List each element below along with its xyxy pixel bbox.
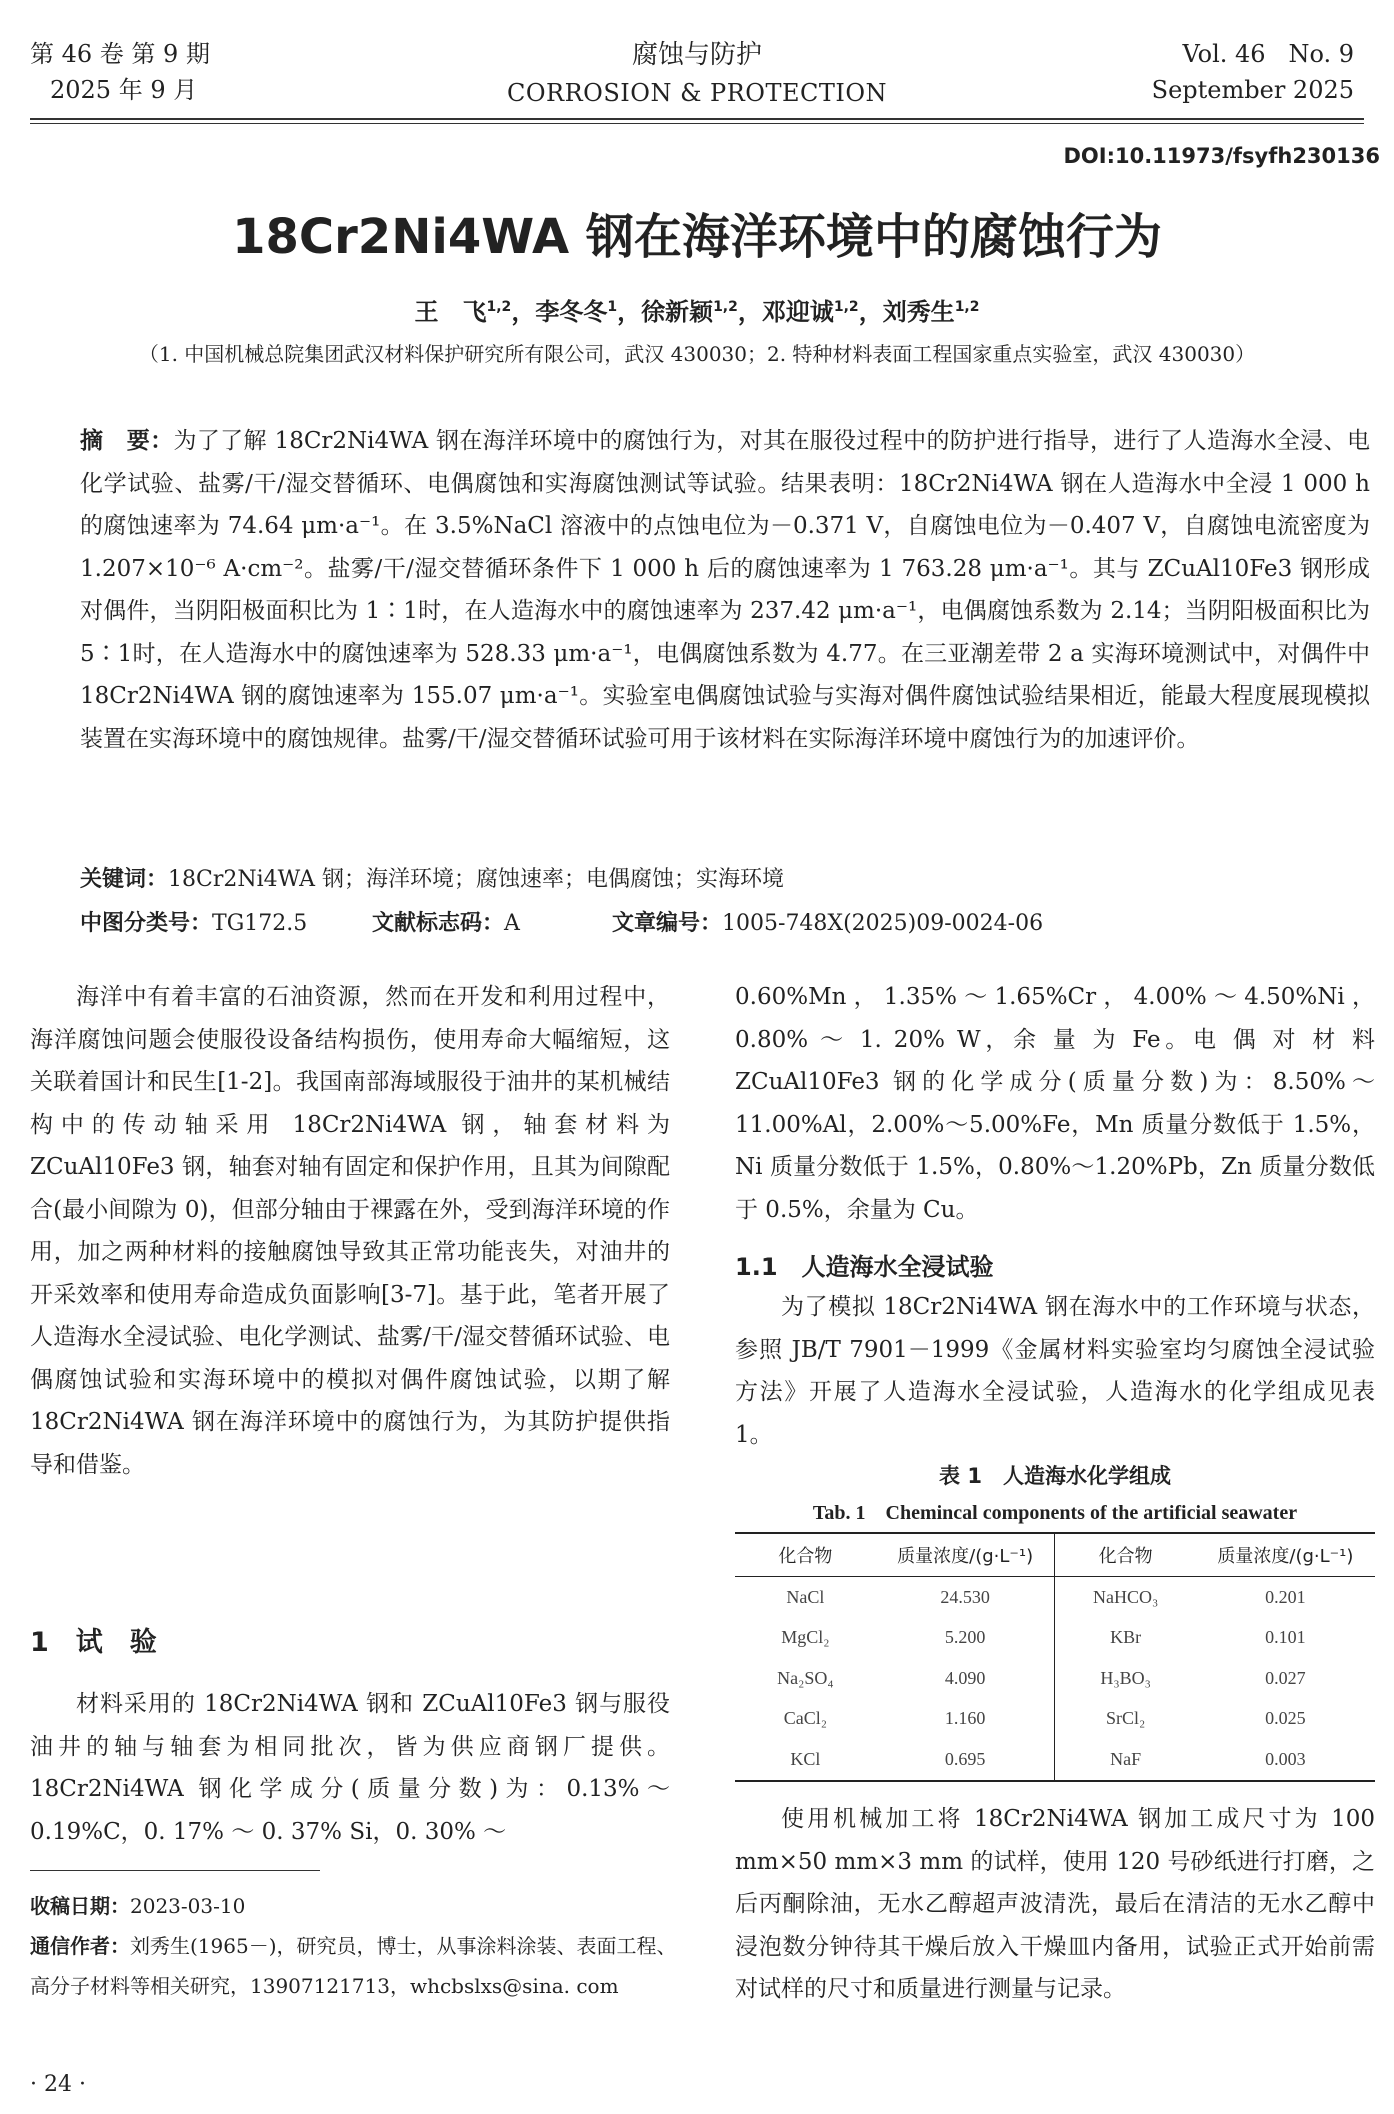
date-en: September 2025	[1151, 76, 1354, 104]
doc-code-value: A	[504, 911, 520, 936]
table-cell: 0.025	[1265, 1708, 1306, 1729]
table1-caption-cn: 表 1 人造海水化学组成	[939, 1464, 1171, 1488]
author-separator: ，	[858, 298, 883, 326]
header-concentration: 质量浓度/(g·L⁻¹)	[876, 1533, 1055, 1577]
table-header-row	[735, 1533, 1375, 1577]
received-date	[30, 1886, 680, 1926]
author-name: 王 飞	[414, 298, 487, 326]
clc-item	[80, 906, 307, 937]
abstract-text: 为了了解 18Cr2Ni4WA 钢在海洋环境中的腐蚀行为，对其在服役过程中的防护进行指导，进行了人造海水全浸、电化学试验、盐雾/干/湿交替循环、电偶腐蚀和实海腐蚀测试等试验。结果表明：18Cr2Ni4WA 钢在人造海水中全浸 1 000 h 的腐蚀速率为 74.64 μm·a⁻¹。在 3.5%NaCl 溶液中的点蚀电位为－0.371 V，自腐蚀电位为－0.407 V，自腐蚀电流密度为 1.207×10⁻⁶ A·cm⁻²。盐雾/干/湿交替循环条件下 1 000 h 后的腐蚀速率为 1 763.28 μm·a⁻¹。其与 ZCuAl10Fe3 钢形成对偶件，当阴阳极面积比为 1∶1时，在人造海水中的腐蚀速率为 237.42 μm·a⁻¹，电偶腐蚀系数为 2.14；当阴阳极面积比为 5∶1时，在人造海水中的腐蚀速率为 528.33 μm·a⁻¹，电偶腐蚀系数为 4.77。在三亚潮差带 2 a 实海环境测试中，对偶件中 18Cr2Ni4WA 钢的腐蚀速率为 155.07 μm·a⁻¹。实验室电偶腐蚀试验与实海对偶件腐蚀试验结果相近，能最大程度展现模拟装置在实海环境中的腐蚀规律。盐雾/干/湿交替循环试验可用于该材料在实际海洋环境中腐蚀行为的加速评价。	[80, 428, 1371, 752]
table-row	[735, 1618, 1375, 1659]
page-number: · 24 ·	[30, 2072, 86, 2097]
subsection-heading-1-1: 1.1 人造海水全浸试验	[735, 1253, 994, 1281]
author-affil-sup: 1,2	[954, 299, 980, 315]
journal-name-cn: 腐蚀与防护	[631, 40, 762, 70]
corresponding-author	[30, 1926, 680, 2006]
header-rule	[30, 118, 1364, 120]
table-cell: 0.003	[1196, 1739, 1375, 1781]
table-cell: MgCl₂	[781, 1627, 830, 1648]
article-no-item	[612, 906, 1043, 937]
journal-volume-issue-en	[1152, 36, 1354, 108]
author-list	[0, 292, 1394, 327]
keywords-text: 18Cr2Ni4WA 钢；海洋环境；腐蚀速率；电偶腐蚀；实海环境	[168, 867, 785, 892]
article-no-label: 文章编号：	[612, 911, 723, 936]
table-cell: SrCl₂	[1105, 1708, 1146, 1729]
table-row	[735, 1699, 1375, 1740]
abstract-label: 摘 要：	[80, 428, 174, 454]
author-name: 邓迎诚	[761, 298, 834, 326]
doi[interactable]: DOI:10.11973/fsyfh230136	[1063, 144, 1380, 168]
table-cell: 24.530	[876, 1577, 1055, 1618]
corr-label: 通信作者：	[30, 1934, 130, 1958]
author-affil-sup: 1,2	[833, 299, 859, 315]
table-cell: 4.090	[876, 1658, 1055, 1699]
table-cell: 5.200	[876, 1618, 1055, 1659]
author-affil-sup: 1,2	[713, 299, 738, 315]
clc-label: 中图分类号：	[80, 911, 213, 936]
clc-value: TG172.5	[212, 911, 308, 936]
table-cell: 1.160	[876, 1699, 1055, 1740]
table-row	[735, 1739, 1375, 1781]
section-heading-1: 1 试 验	[30, 1627, 157, 1658]
doc-code-label: 文献标志码：	[372, 911, 505, 936]
author-name: 刘秀生	[882, 298, 955, 326]
affiliations: （1. 中国机械总院集团武汉材料保护研究所有限公司，武汉 430030；2. 特种材料表面工程国家重点实验室，武汉 430030）	[138, 342, 1256, 366]
table-cell: NaCl	[786, 1586, 825, 1607]
subsection-1-1-paragraph: 为了模拟 18Cr2Ni4WA 钢在海水中的工作环境与状态，参照 JB/T 7901－1999《金属材料实验室均匀腐蚀全浸试验方法》开展了人造海水全浸试验，人造海水的化学组成见表 1。	[735, 1294, 1375, 1448]
paper-title: 18Cr2Ni4WA 钢在海洋环境中的腐蚀行为	[232, 209, 1162, 265]
specimen-prep-paragraph: 使用机械加工将 18Cr2Ni4WA 钢加工成尺寸为 100 mm×50 mm×3 mm 的试样，使用 120 号砂纸进行打磨，之后丙酮除油，无水乙醇超声波清洗，最后在清洁的无水乙醇中浸泡数分钟待其干燥后放入干燥皿内备用，试验正式开始前需对试样的尺寸和质量进行测量与记录。	[735, 1806, 1375, 2002]
intro-paragraph: 海洋中有着丰富的石油资源，然而在开发和利用过程中，海洋腐蚀问题会使服役设备结构损伤，使用寿命大幅缩短，这关联着国计和民生[1-2]。我国南部海域服役于油井的某机械结构中的传动轴采用 18Cr2Ni4WA 钢，轴套材料为 ZCuAl10Fe3 钢，轴套对轴有固定和保护作用，且其为间隙配合(最小间隙为 0)，但部分轴由于裸露在外，受到海洋环境的作用，加之两种材料的接触腐蚀导致其正常功能丧失，对油井的开采效率和使用寿命造成负面影响[3-7]。基于此，笔者开展了人造海水全浸试验、电化学测试、盐雾/干/湿交替循环试验、电偶腐蚀试验和实海环境中的模拟对偶件腐蚀试验，以期了解 18Cr2Ni4WA 钢在海洋环境中的腐蚀行为，为其防护提供指导和借鉴。	[30, 984, 670, 1478]
author-separator: ，	[737, 298, 762, 326]
journal-name-en: CORROSION & PROTECTION	[506, 79, 888, 107]
table1-caption-en: Tab. 1 Chemincal components of the artificial seawater	[812, 1502, 1298, 1524]
table-cell: NaF	[1055, 1739, 1196, 1781]
table-cell: 0.201	[1265, 1586, 1306, 1607]
table-1	[735, 1532, 1375, 1782]
table-cell: Na₂SO₄	[777, 1667, 834, 1688]
header-compound: 化合物	[735, 1533, 876, 1577]
abstract	[80, 420, 1370, 760]
table-cell: H₃BO₃	[1100, 1667, 1151, 1688]
header-compound: 化合物	[1055, 1533, 1196, 1577]
author-name: 李冬冬	[535, 298, 608, 326]
doc-code-item	[372, 906, 520, 937]
footnote-rule	[30, 1870, 320, 1871]
corr-text: 刘秀生(1965－)，研究员，博士，从事涂料涂装、表面工程、高分子材料等相关研究，13907121713，whcbslxs@sina. com	[30, 1934, 677, 1998]
author-affil-sup: 1	[607, 299, 618, 315]
author-name: 徐新颖	[641, 298, 714, 326]
table-cell: 0.695	[876, 1739, 1055, 1781]
author-separator: ，	[511, 298, 536, 326]
header-rule-thin	[30, 123, 1364, 124]
table-row	[735, 1577, 1375, 1618]
author-separator: ，	[617, 298, 642, 326]
composition-paragraph: 0.60%Mn，1.35%～1.65%Cr，4.00%～4.50%Ni，0.80% ～ 1. 20% W，余 量 为 Fe。电 偶 对 材 料 ZCuAl10Fe3 钢的化学成分(质量分数)为：8.50%～11.00%Al，2.00%～5.00%Fe，Mn 质量分数低于 1.5%，Ni 质量分数低于 1.5%，0.80%～1.20%Pb，Zn 质量分数低于 0.5%，余量为 Cu。	[735, 984, 1375, 1223]
table-cell: NaHCO₃	[1092, 1586, 1159, 1607]
table-cell: CaCl₂	[783, 1708, 828, 1729]
keywords	[80, 862, 1370, 893]
table-cell: 0.101	[1265, 1627, 1306, 1648]
volume-issue-cn: 第 46 卷 第 9 期	[30, 40, 210, 68]
table-cell: KCl	[735, 1739, 876, 1781]
received-value: 2023-03-10	[130, 1894, 246, 1918]
keywords-label: 关键词：	[80, 867, 169, 892]
section1-paragraph: 材料采用的 18Cr2Ni4WA 钢和 ZCuAl10Fe3 钢与服役油井的轴与轴套为相同批次，皆为供应商钢厂提供。18Cr2Ni4WA 钢化学成分(质量分数)为：0.13%～0.19%C，0. 17% ～ 0. 37% Si，0. 30% ～	[30, 1691, 670, 1845]
volume-issue-en: Vol. 46 No. 9	[1182, 40, 1354, 68]
table-cell: 0.027	[1265, 1667, 1306, 1688]
table-row	[735, 1658, 1375, 1699]
received-label: 收稿日期：	[30, 1894, 130, 1918]
header-concentration: 质量浓度/(g·L⁻¹)	[1196, 1533, 1375, 1577]
table-cell: KBr	[1110, 1627, 1142, 1648]
article-no-value: 1005-748X(2025)09-0024-06	[722, 911, 1044, 936]
author-affil-sup: 1,2	[486, 299, 512, 315]
date-cn: 2025 年 9 月	[50, 76, 198, 104]
footnote	[30, 1886, 680, 2006]
